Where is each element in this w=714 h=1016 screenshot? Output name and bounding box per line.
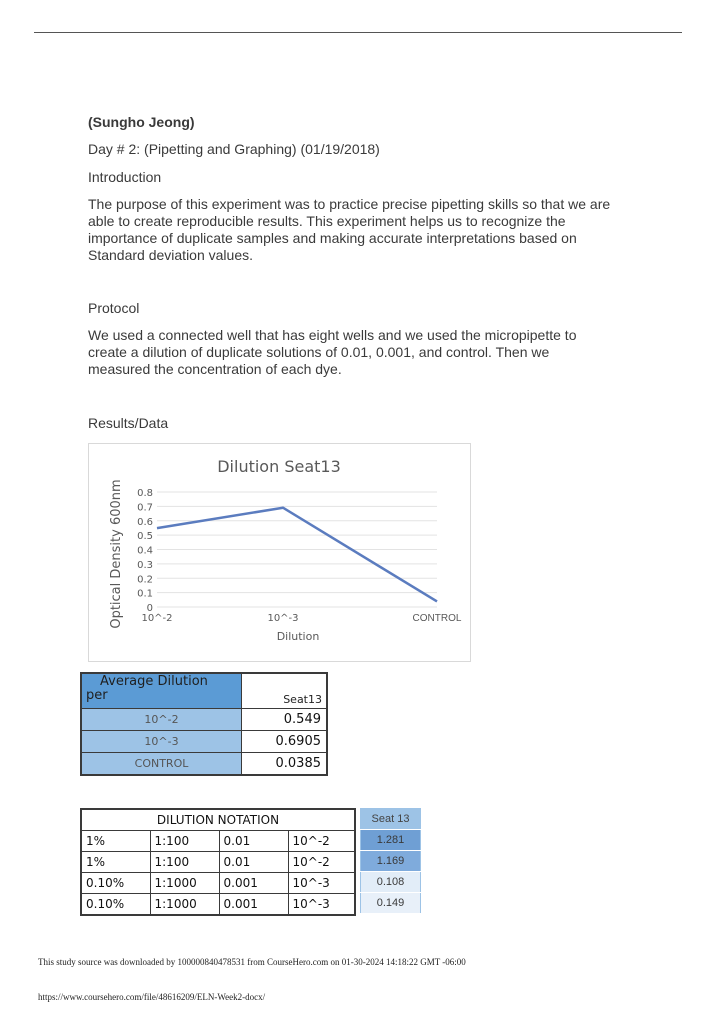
table-cell: 1% bbox=[81, 831, 150, 852]
table-cell: 1:1000 bbox=[150, 873, 219, 894]
table-row bbox=[81, 852, 355, 873]
table-row bbox=[81, 709, 327, 731]
chart-y-tick-label: 0.8 bbox=[137, 488, 153, 499]
table-row bbox=[361, 851, 421, 872]
dilution-value-cell: 0.0385 bbox=[242, 753, 328, 776]
chart-y-tick-label: 0.1 bbox=[137, 588, 153, 600]
notation-header-cell: DILUTION NOTATION bbox=[81, 809, 355, 831]
dilution-chart bbox=[88, 443, 471, 662]
dilution-label-cell: 10^-3 bbox=[81, 731, 242, 753]
chart-y-tick-label: 0.7 bbox=[137, 502, 153, 514]
introduction-heading: Introduction bbox=[88, 169, 162, 185]
table-cell: 1:100 bbox=[150, 831, 219, 852]
seat-header-cell: Seat13 bbox=[242, 673, 328, 709]
average-header-line: Average Dilution bbox=[100, 674, 208, 689]
paragraph-line: able to create reproducible results. This experiment helps us to recognize the bbox=[88, 213, 566, 229]
table-cell: 10^-3 bbox=[288, 873, 355, 894]
table-row bbox=[81, 831, 355, 852]
table-cell: 0.001 bbox=[219, 894, 288, 916]
seat-value-cell: 1.169 bbox=[361, 851, 421, 872]
protocol-paragraph bbox=[88, 327, 633, 378]
chart-x-tick-label: CONTROL bbox=[412, 613, 462, 624]
chart-series-line bbox=[157, 508, 437, 602]
source-url[interactable]: https://www.coursehero.com/file/48616209/ELN-Week2-docx/ bbox=[38, 992, 266, 1002]
table-cell: 1:100 bbox=[150, 852, 219, 873]
table-cell: 0.10% bbox=[81, 894, 150, 916]
chart-y-tick-label: 0.4 bbox=[137, 545, 153, 557]
dilution-notation-table bbox=[80, 808, 356, 916]
chart-y-tick-label: 0.6 bbox=[137, 516, 153, 528]
introduction-paragraph bbox=[88, 196, 633, 264]
results-heading: Results/Data bbox=[88, 415, 169, 431]
paragraph-line: We used a connected well that has eight wells and we used the micropipette to bbox=[88, 327, 577, 343]
table-cell: 0.10% bbox=[81, 873, 150, 894]
table-cell: 10^-3 bbox=[288, 894, 355, 916]
table-row bbox=[361, 830, 421, 851]
download-source-line: This study source was downloaded by 100000840478531 from CourseHero.com on 01-30-2024 14:18:22 GMT -06:00 bbox=[38, 957, 466, 967]
table-cell: 10^-2 bbox=[288, 831, 355, 852]
dilution-value-cell: 0.549 bbox=[242, 709, 328, 731]
table-header-row bbox=[361, 809, 421, 830]
table-cell: 0.01 bbox=[219, 831, 288, 852]
paragraph-line: The purpose of this experiment was to practice precise pipetting skills so that we are bbox=[88, 196, 611, 212]
table-row bbox=[81, 731, 327, 753]
table-row bbox=[361, 893, 421, 914]
table-cell: 1:1000 bbox=[150, 894, 219, 916]
table-cell: 0.001 bbox=[219, 873, 288, 894]
average-header-line: per bbox=[86, 688, 108, 703]
protocol-heading: Protocol bbox=[88, 300, 140, 316]
paragraph-line: measured the concentration of each dye. bbox=[88, 361, 342, 377]
chart-x-axis-label: Dilution bbox=[276, 630, 320, 643]
chart-y-tick-label: 0.5 bbox=[137, 531, 153, 543]
chart-y-tick-label: 0.3 bbox=[137, 559, 153, 571]
table-header-row bbox=[81, 673, 327, 709]
chart-y-tick-label: 0 bbox=[146, 603, 153, 614]
table-header-row bbox=[81, 809, 355, 831]
dilution-label-cell: 10^-2 bbox=[81, 709, 242, 731]
dilution-value-cell: 0.6905 bbox=[242, 731, 328, 753]
chart-y-axis-label: Optical Density 600nm bbox=[109, 479, 124, 629]
day-title: Day # 2: (Pipetting and Graphing) (01/19/2018) bbox=[88, 141, 380, 157]
chart-x-tick-label: 10^-2 bbox=[141, 613, 173, 624]
average-header-cell bbox=[81, 673, 242, 709]
paragraph-line: Standard deviation values. bbox=[88, 247, 253, 263]
average-dilution-table bbox=[80, 672, 328, 776]
table-cell: 0.01 bbox=[219, 852, 288, 873]
table-row bbox=[81, 894, 355, 916]
table-row bbox=[81, 873, 355, 894]
top-rule bbox=[34, 32, 682, 33]
chart-svg bbox=[89, 444, 470, 661]
seat-13-header-cell: Seat 13 bbox=[361, 809, 421, 830]
dilution-label-cell: CONTROL bbox=[81, 753, 242, 776]
seat-value-cell: 0.108 bbox=[361, 872, 421, 893]
seat-value-cell: 0.149 bbox=[361, 893, 421, 914]
table-row bbox=[81, 753, 327, 776]
author-name: (Sungho Jeong) bbox=[88, 114, 195, 130]
paragraph-line: create a dilution of duplicate solutions of 0.01, 0.001, and control. Then we bbox=[88, 344, 550, 360]
chart-title: Dilution Seat13 bbox=[217, 457, 341, 476]
seat-13-table bbox=[360, 808, 421, 914]
chart-y-tick-label: 0.2 bbox=[137, 574, 153, 586]
seat-value-cell: 1.281 bbox=[361, 830, 421, 851]
table-cell: 10^-2 bbox=[288, 852, 355, 873]
paragraph-line: importance of duplicate samples and making accurate interpretations based on bbox=[88, 230, 577, 246]
chart-x-tick-label: 10^-3 bbox=[267, 613, 299, 624]
table-cell: 1% bbox=[81, 852, 150, 873]
table-row bbox=[361, 872, 421, 893]
